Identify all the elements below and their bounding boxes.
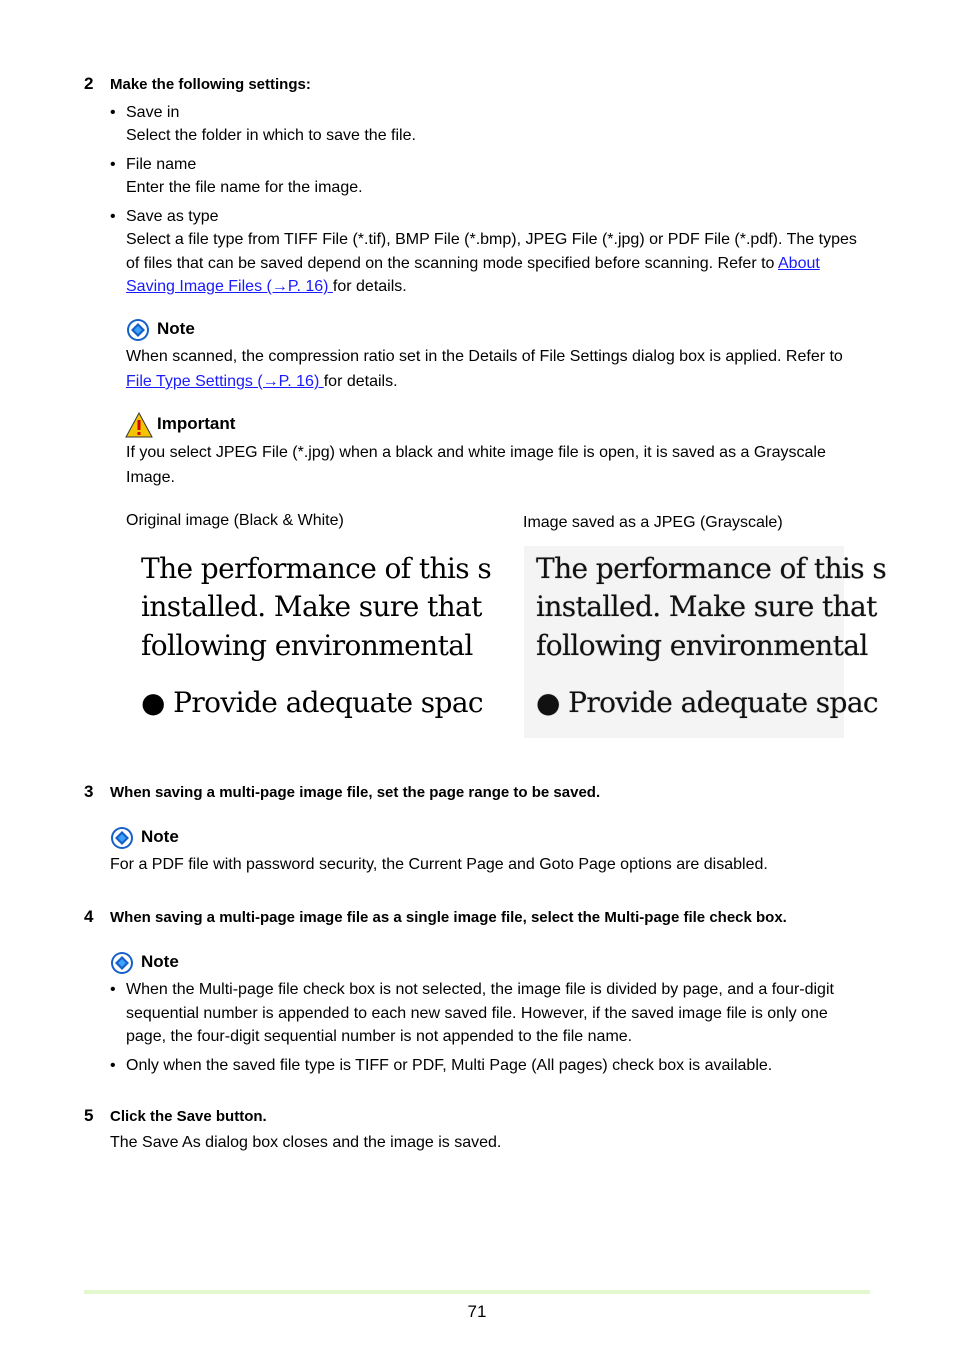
save-as-type-label: Save as type [126,208,219,225]
note-text: For a PDF file with password security, the Current Page and Goto Page options are disabled. [110,856,768,873]
bullet-marker: • [110,981,116,998]
step-title: Make the following settings: [110,76,311,93]
note-bullet-text: When the Multi-page file check box is not selected, the image file is divided by page, and a four-digit [126,981,834,998]
bullet-marker: • [110,104,116,121]
note-bullet-text: sequential number is appended to each new saved file. However, if the saved image file is only one [126,1005,828,1022]
bullet-marker: • [110,208,116,225]
warning-icon [125,412,153,438]
step-title: When saving a multi-page image file as a single image file, select the Multi-page file check box. [110,909,787,926]
save-as-type-description [126,277,407,297]
footer-divider [84,1290,870,1294]
important-title: Important [157,414,236,433]
note-text: When scanned, the compression ratio set in the Details of File Settings dialog box is applied. Refer to [126,348,843,365]
caption-jpeg: Image saved as a JPEG (Grayscale) [523,514,783,531]
about-saving-image-files-link[interactable]: Saving Image Files (→P. 16) [126,278,333,295]
save-as-type-text: of files that can be saved depend on the scanning mode specified before scanning. Refer to [126,255,778,272]
sample-text-line: ● Provide adequate spac [141,686,484,719]
file-name-description: Enter the file name for the image. [126,179,363,196]
file-type-settings-link[interactable]: File Type Settings (→P. 16) [126,373,324,390]
jpeg-image-sample [524,546,887,738]
sample-text-line: The performance of this s [141,552,492,585]
save-as-type-description: Select a file type from TIFF File (*.tif), BMP File (*.bmp), JPEG File (*.jpg) or PDF File (*.pdf). The types [126,231,857,248]
note-title: Note [141,952,179,971]
step-number: 4 [84,907,94,926]
sample-text-line: The performance of this s [536,552,887,585]
step-title: Click the Save button. [110,1108,267,1125]
sample-text-line: installed. Make sure that [141,590,482,623]
step-number: 5 [84,1106,94,1125]
note-title: Note [141,827,179,846]
note-title: Note [157,319,195,338]
about-saving-image-files-link[interactable]: About [778,255,820,272]
note-icon [126,318,150,342]
note-text-post: for details. [323,373,398,390]
sample-text-line: installed. Make sure that [536,590,877,623]
note-text [126,372,398,392]
file-name-label: File name [126,156,197,173]
save-as-type-text: for details. [332,278,407,295]
important-text: Image. [126,469,175,486]
bullet-marker: • [110,156,116,173]
sample-text-line: ● Provide adequate spac [536,686,879,719]
note-bullet-text: Only when the saved file type is TIFF or PDF, Multi Page (All pages) check box is available. [126,1057,773,1074]
step-description: The Save As dialog box closes and the image is saved. [110,1134,502,1151]
note-bullet-text: page, the four-digit sequential number is not appended to the file name. [126,1028,633,1045]
save-as-type-description [126,254,820,274]
original-image-sample [141,546,492,738]
save-in-description: Select the folder in which to save the file. [126,127,416,144]
note-icon [110,951,134,975]
step-number: 3 [84,782,94,801]
save-in-label: Save in [126,104,180,121]
caption-original: Original image (Black & White) [126,512,344,529]
page-number: 71 [467,1302,487,1321]
step-title: When saving a multi-page image file, set the page range to be saved. [110,784,601,801]
sample-text-line: following environmental [141,629,473,662]
sample-text-line: following environmental [536,629,868,662]
important-text: If you select JPEG File (*.jpg) when a black and white image file is open, it is saved as a Grayscale [126,444,826,461]
bullet-marker: • [110,1057,116,1074]
step-number: 2 [84,74,94,93]
note-icon [110,826,134,850]
